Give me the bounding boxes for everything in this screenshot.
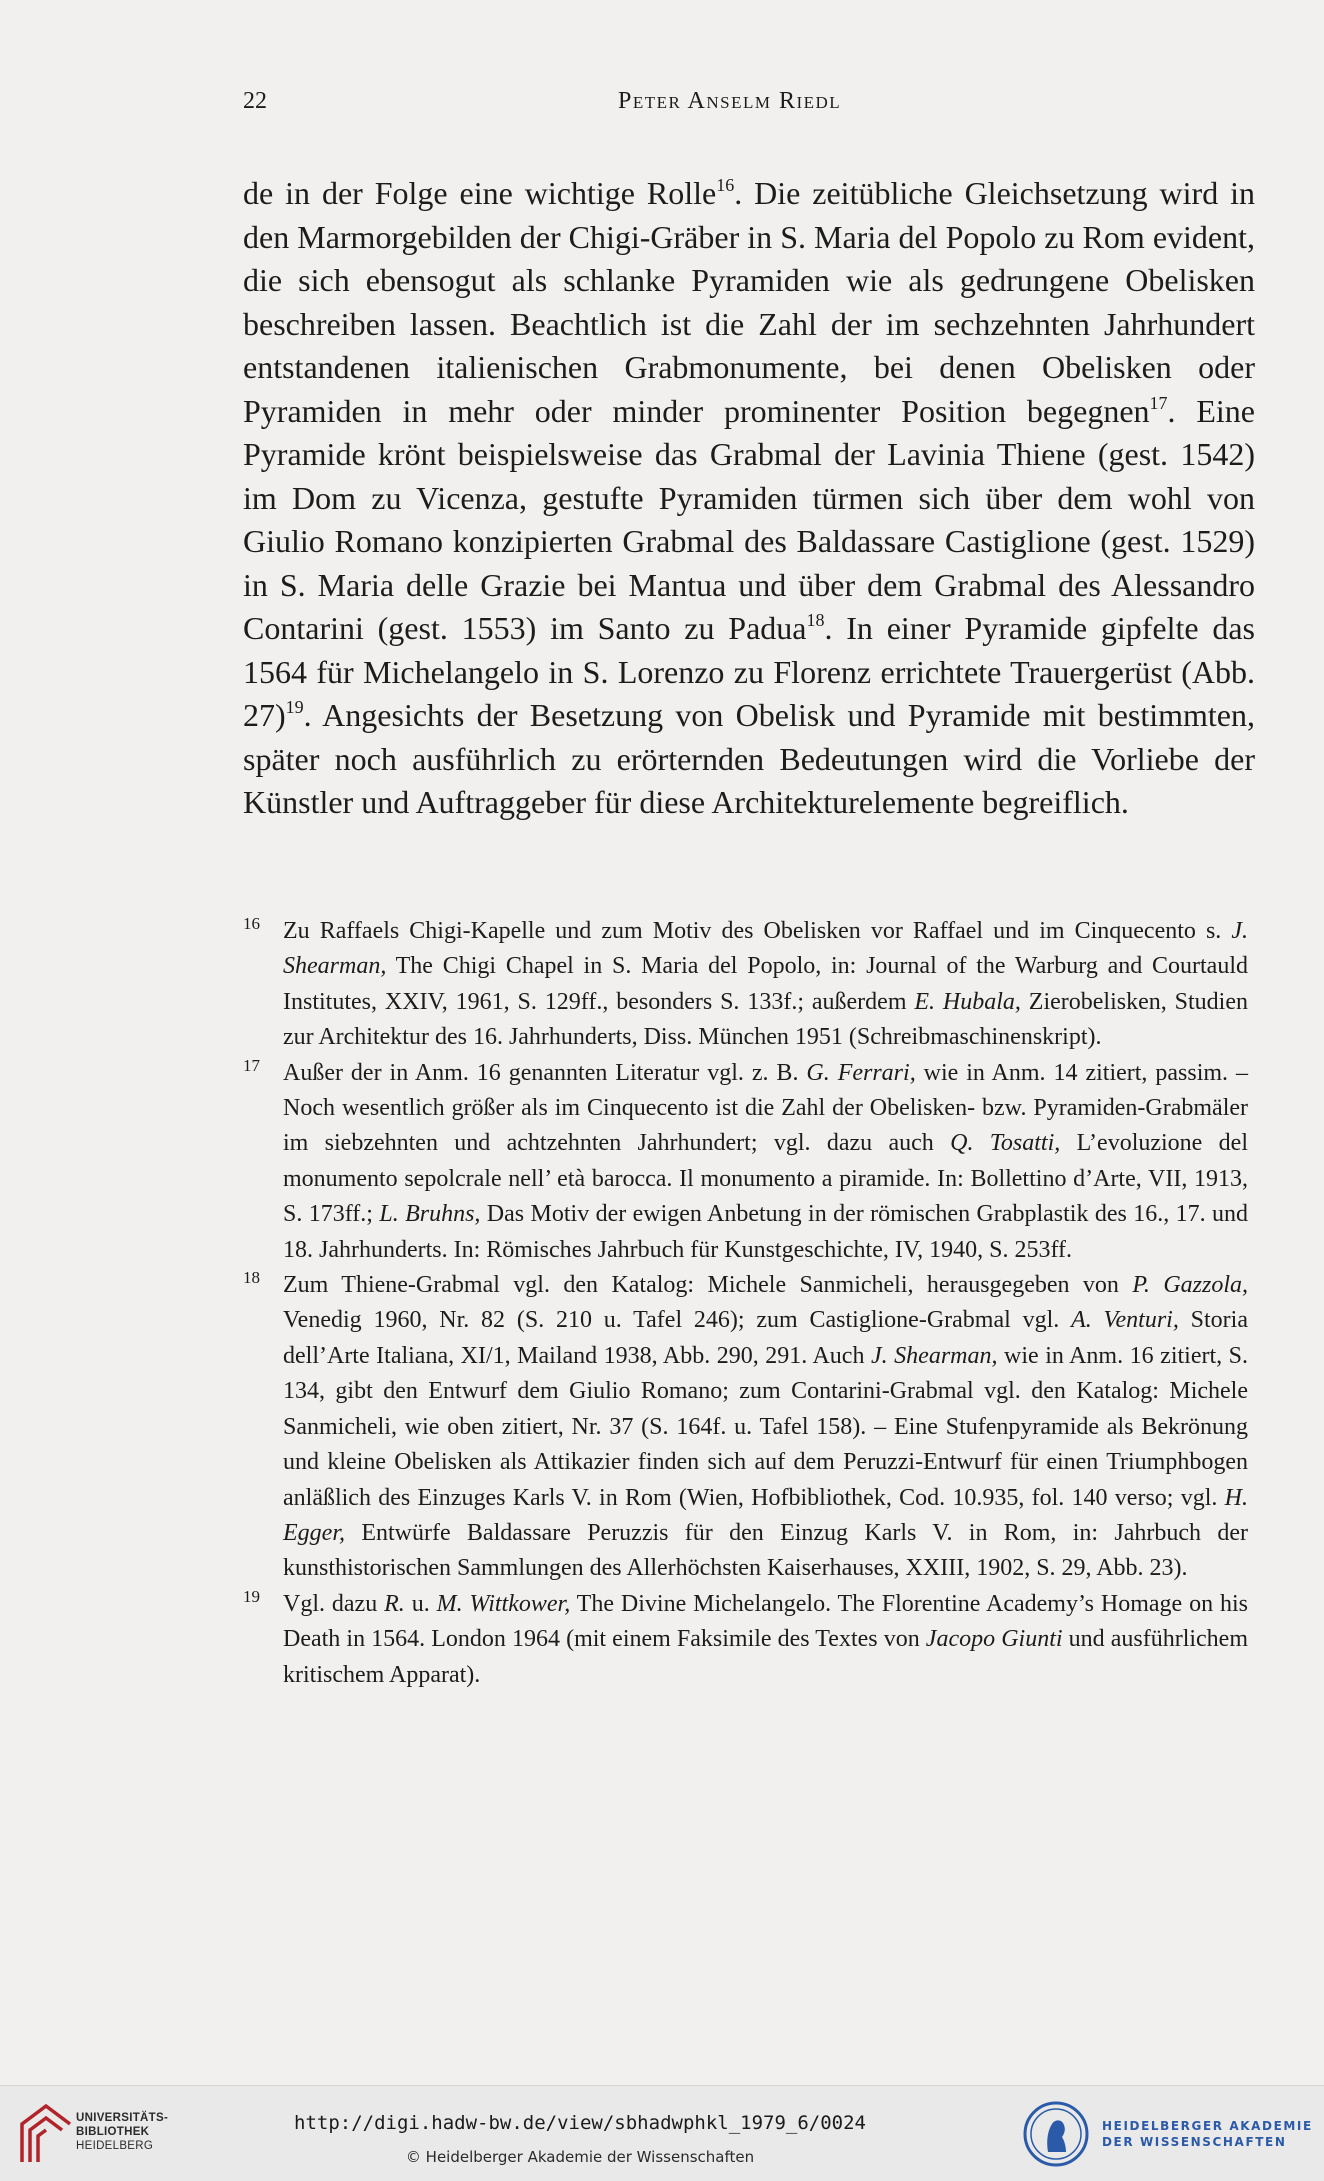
text-span: . In einer Pyramide gipfelte das 1564 für Michelangelo in S. Lorenzo zu Florenz errichtete Trauergerüst (Abb. 27) <box>243 610 1256 733</box>
note-text: u. <box>404 1590 437 1617</box>
university-library-logo-icon <box>16 2100 76 2166</box>
note-author: R. <box>384 1590 405 1617</box>
running-head-author: Peter Anselm Riedl <box>618 88 842 114</box>
note-text: Zu Raffaels Chigi-Kapelle und zum Motiv des Obelisken vor Raffael und im Cinquecento s. <box>283 918 1232 944</box>
note-text: The Divine Michelangelo. The Florentine Academy’s Homage on his Death in 1564. London 1964 (mit einem Faksimile des Textes von <box>283 1590 1249 1653</box>
library-name <box>76 2111 168 2153</box>
footnote-ref-19: 19 <box>285 697 304 717</box>
text-span: de in der Folge eine wichtige Rolle <box>243 175 717 211</box>
viewer-footer <box>0 2085 1324 2181</box>
footnote-17 <box>243 1056 1248 1268</box>
note-author: M. Wittkower, <box>436 1590 571 1617</box>
note-author: G. Ferrari, <box>806 1059 916 1086</box>
text-span: . Eine Pyramide krönt beispielsweise das Grabmal der Lavinia Thiene (gest. 1542) im Dom zu Vicenza, gestufte Pyramiden türmen sich über dem wohl von Giulio Romano konzipierten Grabmal des Baldassare Castiglione (gest. 1529) in S. Maria delle Grazie bei Mantua und über dem Grabmal des Alessandro Contarini (gest. 1553) im Santo zu Padua <box>243 392 1256 646</box>
academy-name-line: DER WISSENSCHAFTEN <box>1102 2135 1287 2149</box>
note-text: Entwürfe Baldassare Peruzzis für den Einzug Karls V. in Rom, in: Jahrbuch der kunsthistorischen Sammlungen des Allerhöchsten Kaiserhauses, XXIII, 1902, S. 29, Abb. 23). <box>283 1519 1248 1582</box>
note-text: The Chigi Chapel in S. Maria del Popolo, in: Journal of the Warburg and Courtauld Institutes, XXIV, 1961, S. 129ff., besonders S. 133f.; außerdem <box>283 953 1248 1015</box>
academy-name-line: HEIDELBERGER AKADEMIE <box>1102 2119 1313 2133</box>
footnote-number: 19 <box>243 1586 260 1606</box>
note-text: Das Motiv der ewigen Anbetung in der römischen Grabplastik des 16., 17. und 18. Jahrhunderts. In: Römisches Jahrbuch für Kunstgeschichte, IV, 1940, S. 253ff. <box>283 1201 1248 1263</box>
copyright-notice: © Heidelberger Akademie der Wissenschaften <box>405 2148 755 2166</box>
footnote-number: 17 <box>243 1055 260 1075</box>
main-text <box>243 172 1255 825</box>
library-name-line: UNIVERSITÄTS- <box>76 2112 169 2124</box>
footnote-number: 16 <box>243 914 260 933</box>
note-author: Jacopo Giunti <box>925 1626 1063 1653</box>
library-name-line: BIBLIOTHEK <box>76 2126 150 2138</box>
academy-name <box>1102 2118 1313 2150</box>
running-head <box>243 88 1083 124</box>
note-text: wie in Anm. 14 zitiert, passim. – Noch wesentlich größer als im Cinquecento ist die Zahl der Obelisken- bzw. Pyramiden-Grabmäler im siebzehnten und achtzehnten Jahrhundert; vgl. dazu auch <box>283 1059 1249 1157</box>
permalink-url[interactable]: http://digi.hadw-bw.de/view/sbhadwphkl_1979_6/0024 <box>294 2112 866 2134</box>
note-text: Zierobelisken, Studien zur Architektur des 16. Jahrhunderts, Diss. München 1951 (Schreibmaschinenskript). <box>283 988 1248 1051</box>
note-author: E. Hubala, <box>914 988 1021 1015</box>
body-paragraph <box>243 172 1255 825</box>
note-author: J. Shearman, <box>871 1342 998 1369</box>
note-text: Zum Thiene-Grabmal vgl. den Katalog: Michele Sanmicheli, herausgegeben von <box>283 1272 1133 1299</box>
note-author: L. Bruhns, <box>379 1201 481 1228</box>
text-span: . Angesichts der Besetzung von Obelisk und Pyramide mit bestimmten, später noch ausführlich zu erörternden Bedeutungen wird die Vorliebe der Künstler und Auftraggeber für diese Architekturelemente begreiflich. <box>243 697 1255 820</box>
footnote-ref-18: 18 <box>806 610 825 630</box>
note-text: wie in Anm. 16 zitiert, S. 134, gibt den Entwurf dem Giulio Romano; zum Contarini-Grabmal vgl. den Katalog: Michele Sanmicheli, wie oben zitiert, Nr. 37 (S. 164f. u. Tafel 158). – Eine Stufenpyramide als Bekrönung und kleine Obelisken als Attikazier finden sich auf dem Peruzzi-Entwurf für einen Triumphbogen anläßlich des Einzuges Karls V. in Rom (Wien, Hofbibliothek, Cod. 10.935, fol. 140 verso; vgl. <box>283 1342 1249 1511</box>
footnote-ref-16: 16 <box>716 175 735 195</box>
footnote-number: 18 <box>243 1268 260 1288</box>
text-span: . Die zeitübliche Gleichsetzung wird in den Marmorgebilden der Chigi-Gräber in S. Maria del Popolo zu Rom evident, die sich ebensogut als schlanke Pyramiden wie als gedrungene Obelisken beschreiben lassen. Beachtlich ist die Zahl der im sechzehnten Jahrhundert entstandenen italienischen Grabmonumente, bei denen Obelisken oder Pyramiden in mehr oder minder prominenter Position begegnen <box>243 175 1256 429</box>
note-text: Vgl. dazu <box>283 1590 385 1617</box>
footnote-16 <box>243 914 1248 1056</box>
note-text: und ausführlichem kritischem Apparat). <box>283 1626 1248 1688</box>
note-author: Q. Tosatti, <box>950 1130 1061 1157</box>
note-text: L’evoluzione del monumento sepolcrale nell’ età barocca. Il monumento a piramide. In: Bollettino d’Arte, VII, 1913, S. 173ff.; <box>283 1130 1248 1228</box>
footnote-19 <box>243 1587 1248 1693</box>
library-name-line: HEIDELBERG <box>76 2140 154 2152</box>
note-author: P. Gazzola, <box>1132 1272 1248 1299</box>
note-text: Außer der in Anm. 16 genannten Literatur vgl. z. B. <box>283 1059 807 1086</box>
page-number: 22 <box>243 88 267 114</box>
note-author: A. Venturi, <box>1071 1307 1179 1334</box>
note-text: Venedig 1960, Nr. 82 (S. 210 u. Tafel 246); zum Castiglione-Grabmal vgl. <box>283 1307 1072 1334</box>
footnote-18 <box>243 1268 1248 1587</box>
note-author: J. Shearman, <box>283 918 1248 980</box>
footnote-ref-17: 17 <box>1149 392 1168 413</box>
note-author: H. Egger, <box>283 1484 1248 1546</box>
academy-seal-icon <box>1022 2100 1090 2168</box>
footnotes <box>243 914 1248 1693</box>
note-text: Storia dell’Arte Italiana, XI/1, Mailand 1938, Abb. 290, 291. Auch <box>283 1307 1248 1369</box>
